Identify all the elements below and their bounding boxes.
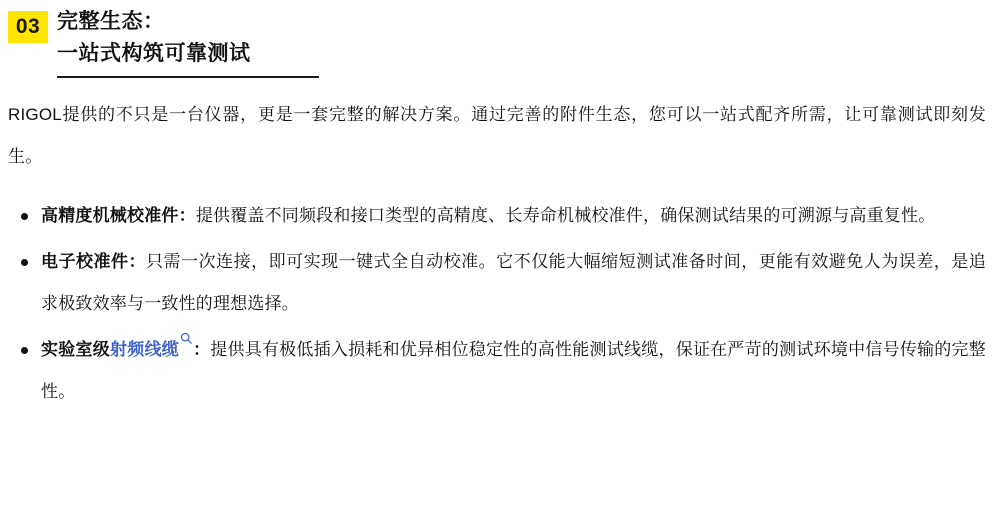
rf-cable-link[interactable]: 射频线缆 bbox=[109, 340, 179, 359]
list-item-term: 电子校准件： bbox=[41, 252, 147, 271]
list-item bbox=[8, 329, 986, 413]
search-icon[interactable] bbox=[180, 332, 193, 345]
section-title bbox=[57, 6, 986, 78]
section-heading bbox=[8, 0, 986, 78]
list-item-text: 提供具有极低插入损耗和优异相位稳定性的高性能测试线缆，保证在严苛的测试环境中信号传输的完整性。 bbox=[41, 340, 986, 401]
intro-paragraph: RIGOL提供的不只是一台仪器，更是一套完整的解决方案。通过完善的附件生态，您可以一站式配齐所需，让可靠测试即刻发生。 bbox=[8, 105, 986, 166]
feature-list bbox=[8, 195, 986, 413]
section-number-badge: 03 bbox=[8, 11, 48, 43]
section-title-line-1: 完整生态： bbox=[57, 10, 165, 33]
section-title-line-2: 一站式构筑可靠测试 bbox=[57, 42, 251, 65]
list-item-term-suffix: ： bbox=[192, 340, 211, 359]
list-item-text: 只需一次连接，即可实现一键式全自动校准。它不仅能大幅缩短测试准备时间，更能有效避免人为误差，是追求极致效率与一致性的理想选择。 bbox=[41, 252, 986, 313]
list-item bbox=[8, 241, 986, 325]
list-item bbox=[8, 195, 986, 237]
title-underline bbox=[57, 76, 319, 78]
list-item-term-prefix: 实验室级 bbox=[41, 340, 110, 359]
list-item-term: 高精度机械校准件： bbox=[41, 206, 196, 225]
list-item-text: 提供覆盖不同频段和接口类型的高精度、长寿命机械校准件，确保测试结果的可溯源与高重复性。 bbox=[195, 206, 936, 225]
